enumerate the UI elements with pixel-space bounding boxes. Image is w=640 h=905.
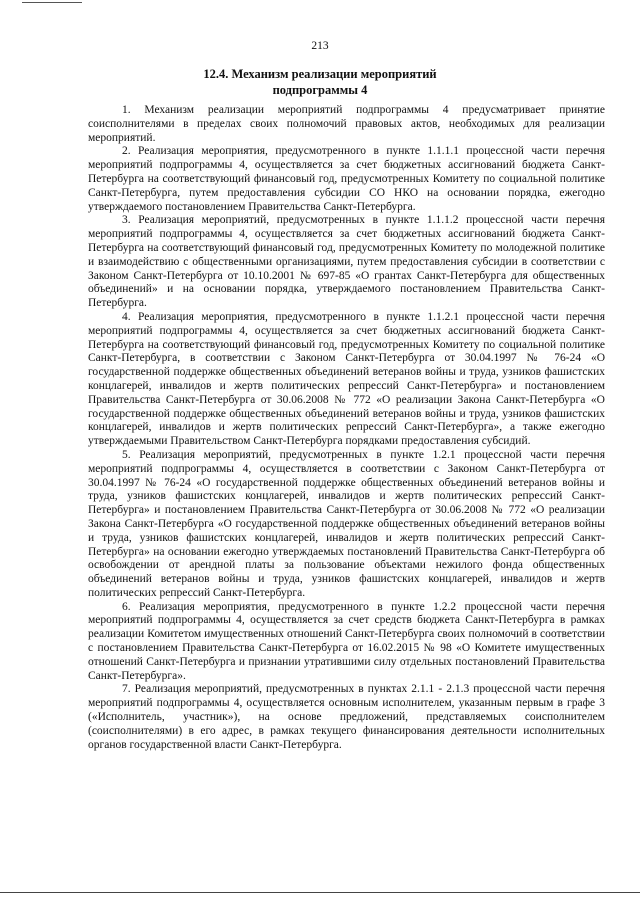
section-heading [0, 66, 640, 98]
paragraph-7: 7. Реализация мероприятий, предусмотренных в пунктах 2.1.1 - 2.1.3 процессной части перечня мероприятий подпрограммы 4, осуществляется основным исполнителем, указанным первым в графе 3 («Исполнитель, участник»), на основе предложений, представляемых соисполнителем (соисполнителями) в его адрес, в рамках текущего финансирования деятельности исполнительных органов государственной власти Санкт-Петербурга. [88, 683, 605, 751]
page-number: 213 [311, 40, 329, 52]
paragraph-2: 2. Реализация мероприятия, предусмотренного в пункте 1.1.1.1 процессной части перечня мероприятий подпрограммы 4, осуществляется за счет бюджетных ассигнований бюджета Санкт-Петербурга на соответствующий финансовый год, предусмотренных Комитету по социальной политике Санкт-Петербурга, путем предоставления субсидии СО НКО на основании порядка, ежегодно утверждаемого постановлением Правительства Санкт-Петербурга. [88, 145, 605, 213]
paragraph-5: 5. Реализация мероприятий, предусмотренных в пункте 1.2.1 процессной части перечня мероприятий подпрограммы 4, осуществляется в соответствии с Законом Санкт-Петербурга от 30.04.1997 № 76-24 «О государственной поддержке общественных объединений ветеранов войны и труда, узников фашистских концлагерей, инвалидов и жертв политических репрессий Санкт-Петербурга» и постановлением Правительства Санкт-Петербурга от 30.06.2008 № 772 «О реализации Закона Санкт-Петербурга «О государственной поддержке общественных объединений ветеранов войны и труда, узников фашистских концлагерей, инвалидов и жертв политических репрессий Санкт-Петербурга» на основании ежегодно утверждаемых постановлений Правительства Санкт-Петербурга об освобождении от арендной платы за пользование объектами нежилого фонда общественных объединений ветеранов войны и труда, узников фашистских концлагерей, инвалидов и жертв политических репрессий Санкт-Петербурга. [88, 448, 605, 599]
section-heading-line-1: 12.4. Механизм реализации мероприятий [203, 67, 437, 81]
bottom-scan-rule [0, 892, 640, 893]
paragraph-6: 6. Реализация мероприятия, предусмотренного в пункте 1.2.2 процессной части перечня мероприятий подпрограммы 4, осуществляется за счет средств бюджета Санкт-Петербурга в рамках реализации Комитетом имущественных отношений Санкт-Петербурга своих полномочий в соответствии с постановлением Правительства Санкт-Петербурга от 16.02.2015 № 98 «О Комитете имущественных отношений Санкт-Петербурга и признании утратившими силу отдельных постановлений Правительства Санкт-Петербурга». [88, 600, 605, 682]
section-heading-line-2: подпрограммы 4 [272, 83, 368, 97]
top-scan-rule [22, 2, 82, 3]
document-body [88, 104, 605, 752]
paragraph-3: 3. Реализация мероприятий, предусмотренных в пункте 1.1.1.2 процессной части перечня мероприятий подпрограммы 4, осуществляется за счет бюджетных ассигнований бюджета Санкт-Петербурга на соответствующий финансовый год, предусмотренных Комитету по молодежной политике и взаимодействию с общественными организациями, путем предоставления субсидии в соответствии с Законом Санкт-Петербурга от 10.10.2001 № 697-85 «О грантах Санкт-Петербурга для общественных объединений» и на основании порядка, утверждаемого постановлением Правительства Санкт-Петербурга. [88, 214, 605, 310]
paragraph-4: 4. Реализация мероприятия, предусмотренного в пункте 1.1.2.1 процессной части перечня мероприятий подпрограммы 4, осуществляется за счет бюджетных ассигнований бюджета Санкт-Петербурга на соответствующий финансовый год, предусмотренных Комитету по социальной политике Санкт-Петербурга, в соответствии с Законом Санкт-Петербурга от 30.04.1997 № 76-24 «О государственной поддержке общественных объединений ветеранов войны и труда, узников фашистских концлагерей, инвалидов и жертв политических репрессий Санкт-Петербурга» и постановлением Правительства Санкт-Петербурга от 30.06.2008 № 772 «О реализации Закона Санкт-Петербурга «О государственной поддержке общественных объединений ветеранов войны и труда, узников фашистских концлагерей, инвалидов и жертв политических репрессий Санкт-Петербурга», а также ежегодно утверждаемыми Правительством Санкт-Петербурга порядками предоставления субсидий. [88, 310, 605, 448]
paragraph-1: 1. Механизм реализации мероприятий подпрограммы 4 предусматривает принятие соисполнителями в пределах своих полномочий правовых актов, необходимых для реализации мероприятий. [88, 104, 605, 144]
